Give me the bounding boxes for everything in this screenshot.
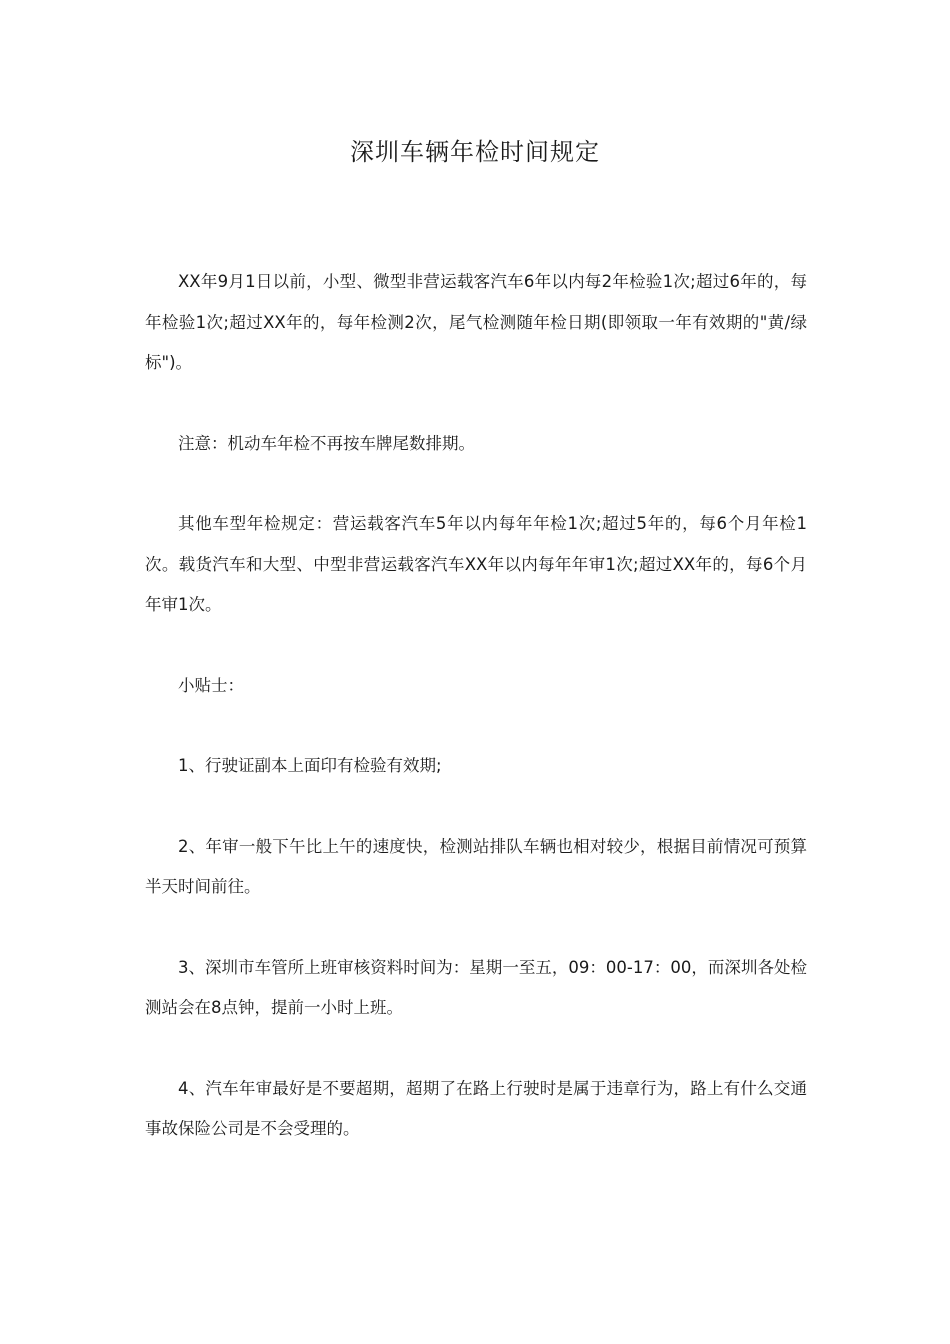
paragraph-tips-heading: 小贴士： [178,675,244,695]
paragraph-note: 注意：机动车年检不再按车牌尾数排期。 [178,433,475,453]
document-body [145,262,807,1190]
paragraph-tip-4: 4、汽车年审最好是不要超期，超期了在路上行驶时是属于违章行为，路上有什么交通事故保险公司是不会受理的。 [145,1078,807,1138]
paragraph-tip-2: 2、年审一般下午比上午的速度快，检测站排队车辆也相对较少，根据目前情况可预算半天时间前往。 [145,836,807,896]
paragraph-tip-1: 1、行驶证副本上面印有检验有效期; [178,756,442,775]
paragraph-tip-3: 3、深圳市车管所上班审核资料时间为：星期一至五，09：00-17：00，而深圳各处检测站会在8点钟，提前一小时上班。 [145,957,807,1017]
document-title: 深圳车辆年检时间规定 [350,138,600,166]
paragraph-inspection-schedule: XX年9月1日以前，小型、微型非营运载客汽车6年以内每2年检验1次;超过6年的，每年检验1次;超过XX年的，每年检测2次，尾气检测随年检日期(即领取一年有效期的"黄/绿标")。 [145,272,807,372]
paragraph-other-vehicles: 其他车型年检规定：营运载客汽车5年以内每年年检1次;超过5年的，每6个月年检1次。载货汽车和大型、中型非营运载客汽车XX年以内每年年审1次;超过XX年的，每6个月年审1次。 [145,514,807,614]
